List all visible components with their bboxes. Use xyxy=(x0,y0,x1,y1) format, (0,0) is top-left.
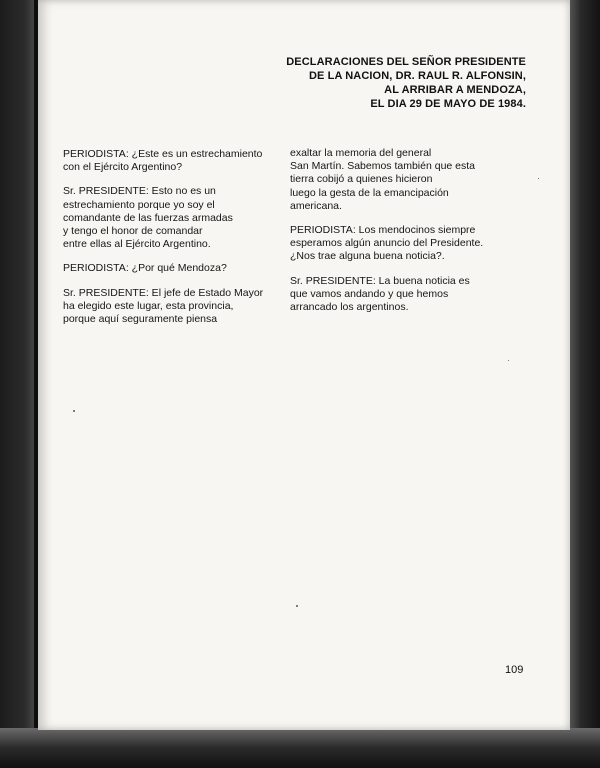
scan-speck xyxy=(296,605,298,607)
document-page xyxy=(38,0,570,730)
text-line: ha elegido este lugar, esta provincia, xyxy=(63,299,234,312)
text-line: Sr. PRESIDENTE: El jefe de Estado Mayor xyxy=(63,286,264,299)
text-line: PERIODISTA: ¿Por qué Mendoza? xyxy=(63,262,227,275)
text-line: que vamos andando y que hemos xyxy=(290,287,449,300)
text-line: PERIODISTA: ¿Este es un estrechamiento xyxy=(63,148,263,160)
text-line: y tengo el honor de comandar xyxy=(63,225,203,238)
text-line: tierra cobijó a quienes hicieron xyxy=(290,173,433,186)
text-line: esperamos algún anuncio del Presidente. xyxy=(290,237,484,250)
text-line: porque aquí seguramente piensa xyxy=(63,313,218,326)
text-line: arrancado los argentinos. xyxy=(290,301,409,314)
scan-speck xyxy=(538,178,539,179)
text-line: comandante de las fuerzas armadas xyxy=(63,211,233,224)
interview-paragraph xyxy=(290,275,510,315)
interview-paragraph xyxy=(290,224,510,264)
text-line: ¿Nos trae alguna buena noticia?. xyxy=(290,250,445,263)
interview-paragraph xyxy=(63,262,283,275)
scan-speck xyxy=(508,360,509,361)
heading-line: DE LA NACION, DR. RAUL R. ALFONSIN, xyxy=(309,70,526,82)
text-line: americana. xyxy=(290,199,342,212)
interview-paragraph xyxy=(63,148,283,174)
heading-line: EL DIA 29 DE MAYO DE 1984. xyxy=(370,98,526,110)
interview-paragraph xyxy=(63,185,283,251)
scan-left-margin xyxy=(0,0,36,768)
scan-right-margin xyxy=(568,0,600,768)
interview-paragraph xyxy=(290,147,510,213)
document-heading xyxy=(226,55,526,111)
left-column xyxy=(63,148,283,337)
scan-speck xyxy=(73,410,75,412)
text-line: San Martín. Sabemos también que esta xyxy=(290,160,476,173)
text-line: luego la gesta de la emancipación xyxy=(290,186,449,199)
page-number: 109 xyxy=(505,664,524,676)
text-line: estrechamiento porque yo soy el xyxy=(63,198,215,211)
text-line: exaltar la memoria del general xyxy=(290,147,432,159)
heading-line: DECLARACIONES DEL SEÑOR PRESIDENTE xyxy=(286,56,526,68)
heading-line: AL ARRIBAR A MENDOZA, xyxy=(384,84,526,96)
text-line: Sr. PRESIDENTE: Esto no es un xyxy=(63,185,216,198)
text-line: entre ellas al Ejército Argentino. xyxy=(63,238,211,251)
text-line: Sr. PRESIDENTE: La buena noticia es xyxy=(290,274,470,287)
right-column xyxy=(290,147,510,325)
text-line: PERIODISTA: Los mendocinos siempre xyxy=(290,224,476,237)
scan-bottom-margin xyxy=(0,728,600,768)
interview-paragraph xyxy=(63,287,283,327)
text-line: con el Ejército Argentino? xyxy=(63,161,183,174)
